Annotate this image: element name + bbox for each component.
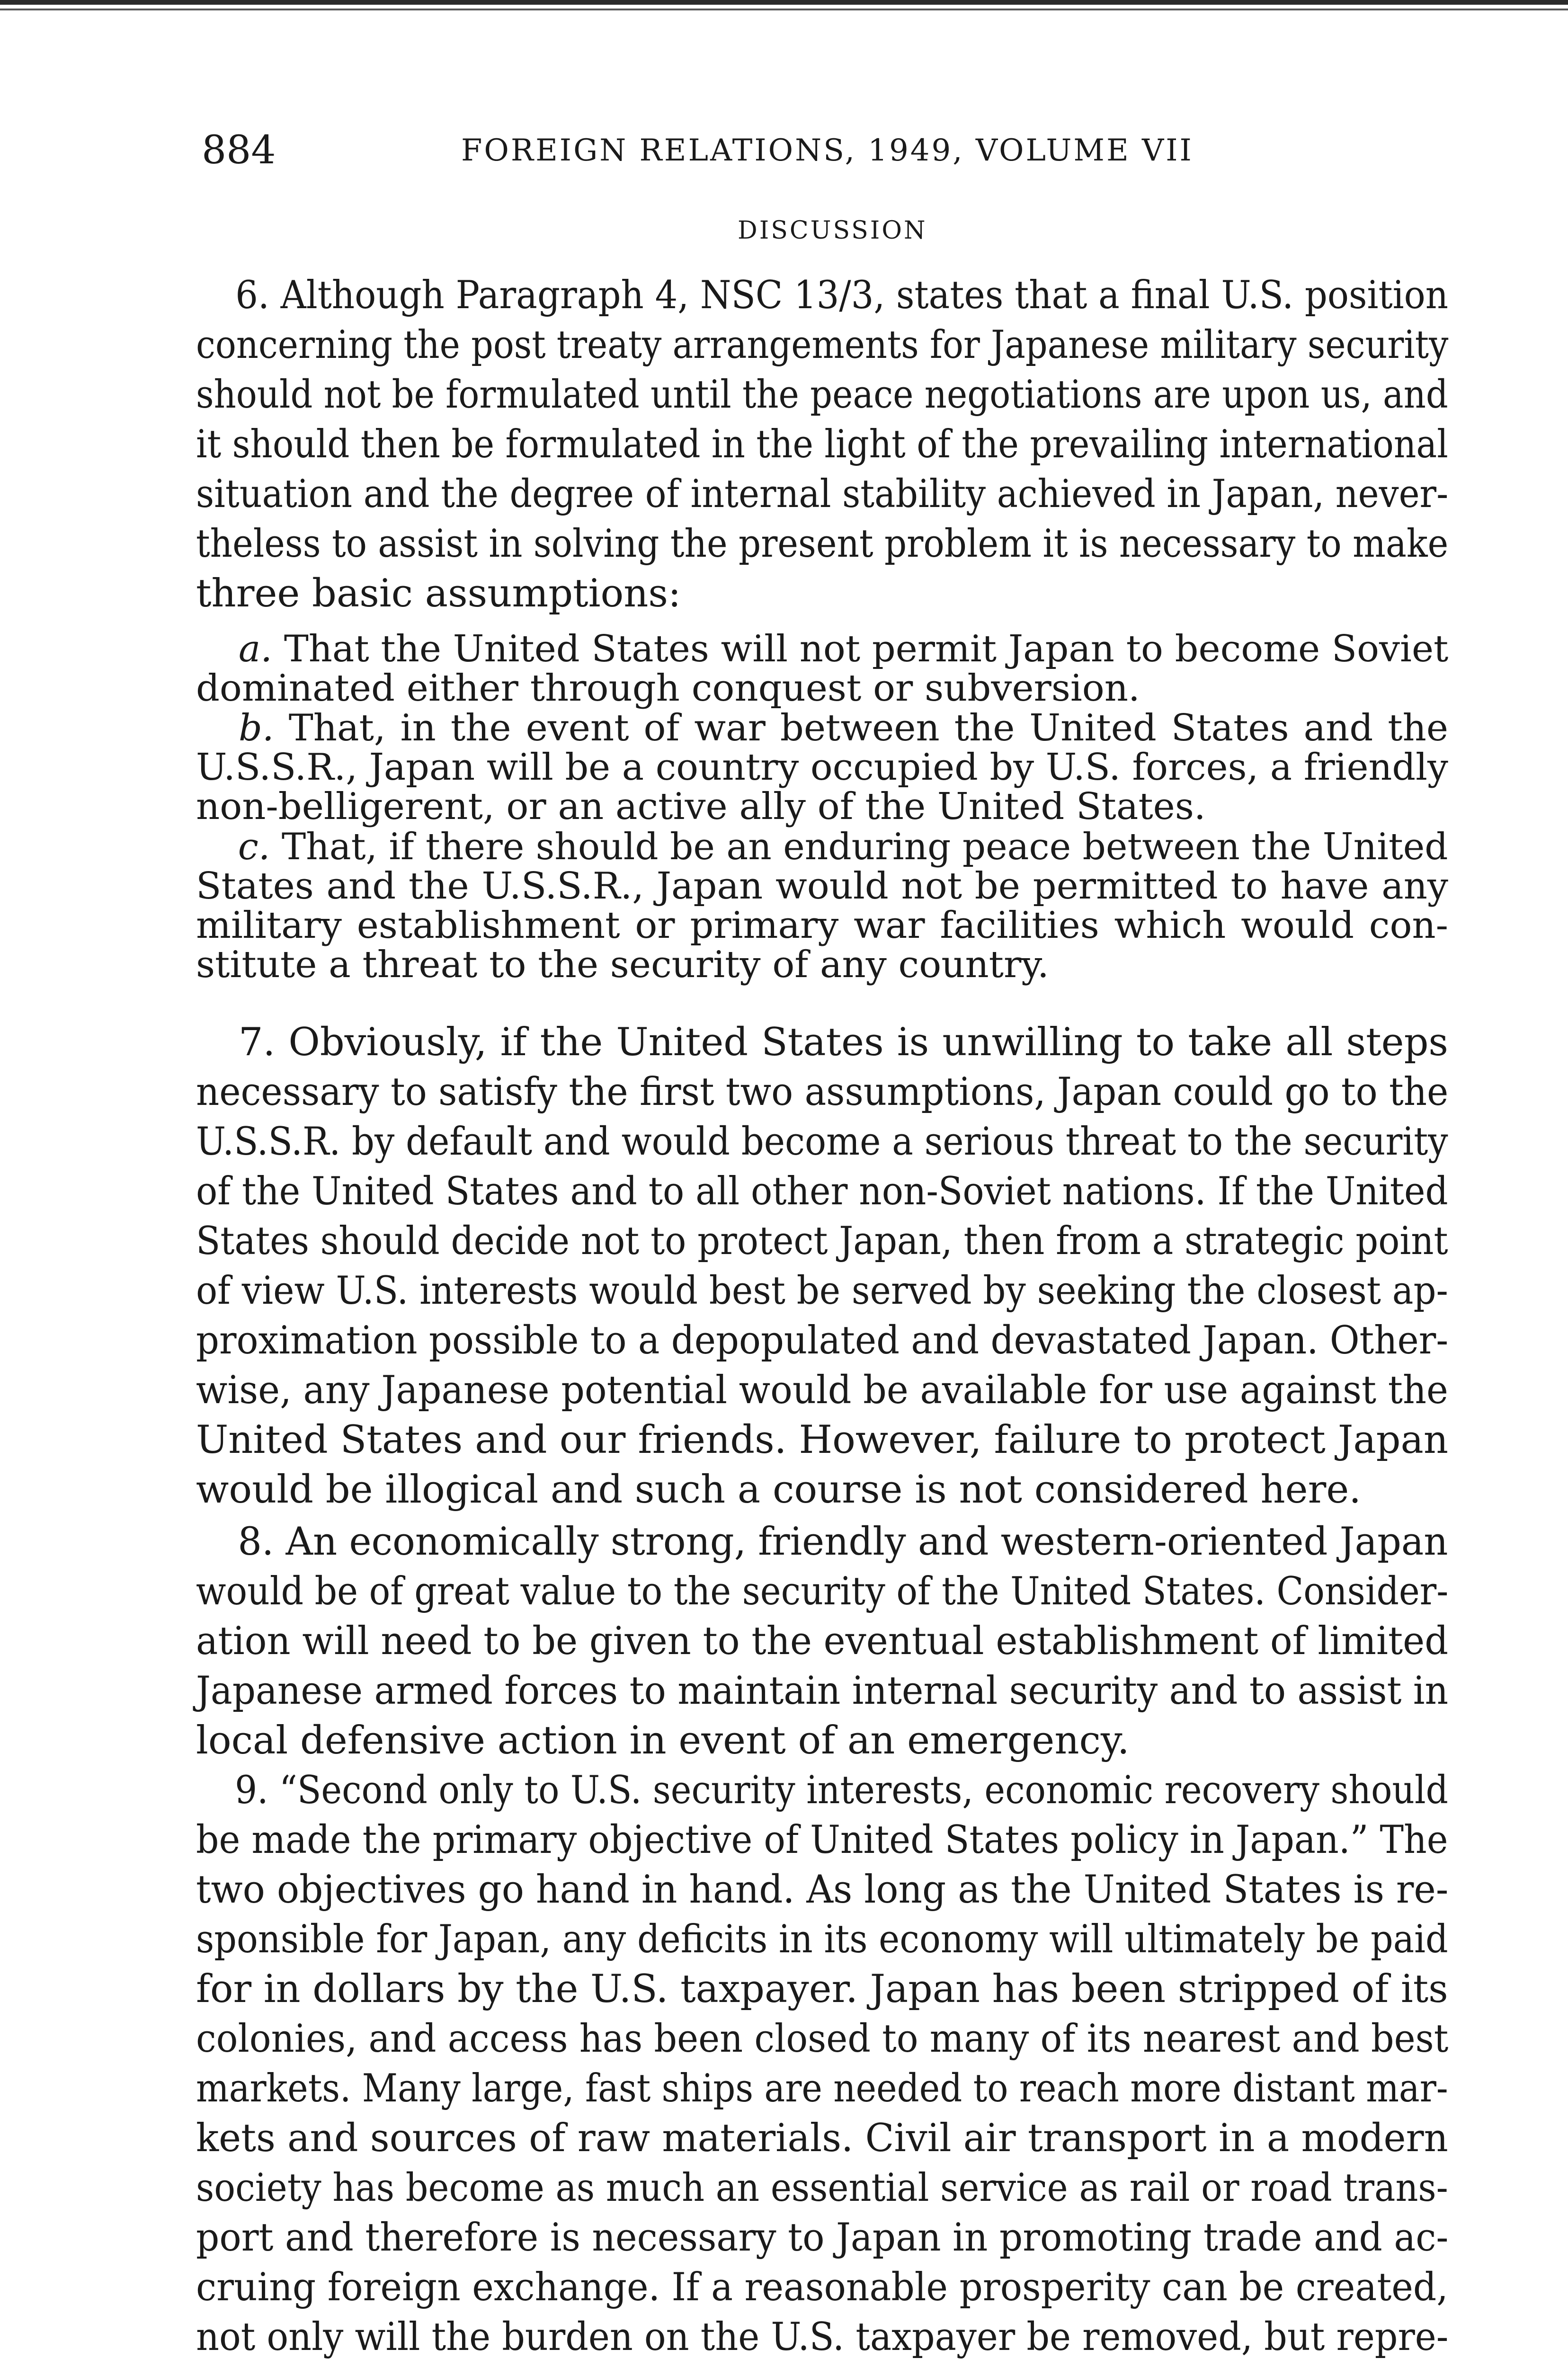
running-title: FOREIGN RELATIONS, 1949, VOLUME VII <box>461 133 1194 168</box>
text-line: non-belligerent, or an active ally of the United States. <box>196 785 1206 828</box>
text-line: theless to assist in solving the present problem it is necessary to make <box>196 522 1449 566</box>
assumption-label: b. <box>239 707 274 749</box>
assumption-text: That, in the event of war between the United States and the <box>288 707 1449 749</box>
paragraph-7 <box>196 1018 1448 1515</box>
page-number: 884 <box>202 128 276 173</box>
text-line: would be of great value to the security of the United States. Consider- <box>196 1569 1449 1614</box>
text-line: States should decide not to protect Japan, then from a strategic point <box>196 1219 1448 1264</box>
running-header <box>202 122 1447 179</box>
assumption-a <box>196 630 1448 708</box>
text-line: for in dollars by the U.S. taxpayer. Japan has been stripped of its <box>196 1967 1448 2011</box>
text-line: kets and sources of raw materials. Civil air transport in a modern <box>196 2116 1448 2161</box>
text-line: United States and our friends. However, failure to protect Japan <box>196 1418 1448 1462</box>
text-line: wise, any Japanese potential would be available for use against the <box>196 1368 1448 1413</box>
assumption-b <box>196 709 1448 827</box>
text-line: port and therefore is necessary to Japan in promoting trade and ac- <box>196 2216 1449 2260</box>
paragraph-6 <box>196 271 1448 619</box>
paragraph-8 <box>196 1517 1448 1766</box>
text-line: U.S.S.R. by default and would become a serious threat to the security <box>196 1120 1448 1164</box>
text-line <box>196 828 1490 867</box>
paragraph-9 <box>196 1766 1448 2362</box>
text-line: would be illogical and such a course is not considered here. <box>196 1468 1362 1512</box>
text-line: 7. Obviously, if the United States is unwilling to take all steps <box>239 1020 1448 1065</box>
assumption-text: That the United States will not permit Japan to become Soviet <box>284 628 1449 670</box>
text-line: military establishment or primary war facilities which would con- <box>196 904 1448 947</box>
text-line: States and the U.S.S.R., Japan would not be permitted to have any <box>196 865 1448 908</box>
assumption-label: a. <box>238 628 273 670</box>
text-line: cruing foreign exchange. If a reasonable prosperity can be created, <box>196 2265 1448 2310</box>
section-heading: DISCUSSION <box>738 216 927 245</box>
text-line: local defensive action in event of an emergency. <box>196 1718 1130 1763</box>
text-line: dominated either through conquest or subversion. <box>196 667 1140 710</box>
text-line <box>196 709 1448 748</box>
top-border-thin <box>0 9 1568 10</box>
text-line: three basic assumptions: <box>196 571 681 616</box>
assumption-c <box>196 828 1448 985</box>
assumption-label: c. <box>238 826 270 868</box>
text-line: proximation possible to a depopulated and devastated Japan. Other- <box>196 1318 1449 1363</box>
text-line <box>196 630 1491 669</box>
text-line: two objectives go hand in hand. As long as the United States is re- <box>196 1868 1449 1912</box>
text-line: U.S.S.R., Japan will be a country occupied by U.S. forces, a friendly <box>196 746 1448 789</box>
text-line: 9. “Second only to U.S. security interests, economic recovery should <box>235 1768 1448 1813</box>
text-line: 8. An economically strong, friendly and western-oriented Japan <box>238 1520 1448 1564</box>
text-line: of view U.S. interests would best be served by seeking the closest ap- <box>196 1269 1448 1313</box>
text-line: be made the primary objective of United States policy in Japan.” The <box>196 1818 1448 1862</box>
text-line: it should then be formulated in the light of the prevailing international <box>196 422 1448 467</box>
text-line: markets. Many large, fast ships are needed to reach more distant mar- <box>196 2066 1448 2111</box>
text-line: ation will need to be given to the eventual establishment of limited <box>196 1619 1449 1664</box>
text-line: stitute a threat to the security of any country. <box>196 943 1049 986</box>
text-line: situation and the degree of internal stability achieved in Japan, never- <box>196 472 1449 516</box>
text-line: of the United States and to all other non-Soviet nations. If the United <box>196 1169 1448 1214</box>
text-line: should not be formulated until the peace negotiations are upon us, and <box>196 373 1448 417</box>
text-line: Japanese armed forces to maintain internal security and to assist in <box>196 1669 1449 1713</box>
text-line: not only will the burden on the U.S. taxpayer be removed, but repre- <box>196 2315 1449 2359</box>
text-line: 6. Although Paragraph 4, NSC 13/3, states that a final U.S. position <box>235 273 1449 318</box>
assumption-text: That, if there should be an enduring peace between the United <box>281 826 1448 868</box>
top-border <box>0 0 1568 5</box>
text-line: sponsible for Japan, any deficits in its economy will ultimately be paid <box>196 1917 1448 1962</box>
text-line: necessary to satisfy the first two assumptions, Japan could go to the <box>196 1070 1449 1114</box>
text-line: colonies, and access has been closed to many of its nearest and best <box>196 2017 1449 2061</box>
text-line: concerning the post treaty arrangements for Japanese military security <box>196 323 1449 367</box>
text-line: society has become as much an essential service as rail or road trans- <box>196 2166 1448 2210</box>
